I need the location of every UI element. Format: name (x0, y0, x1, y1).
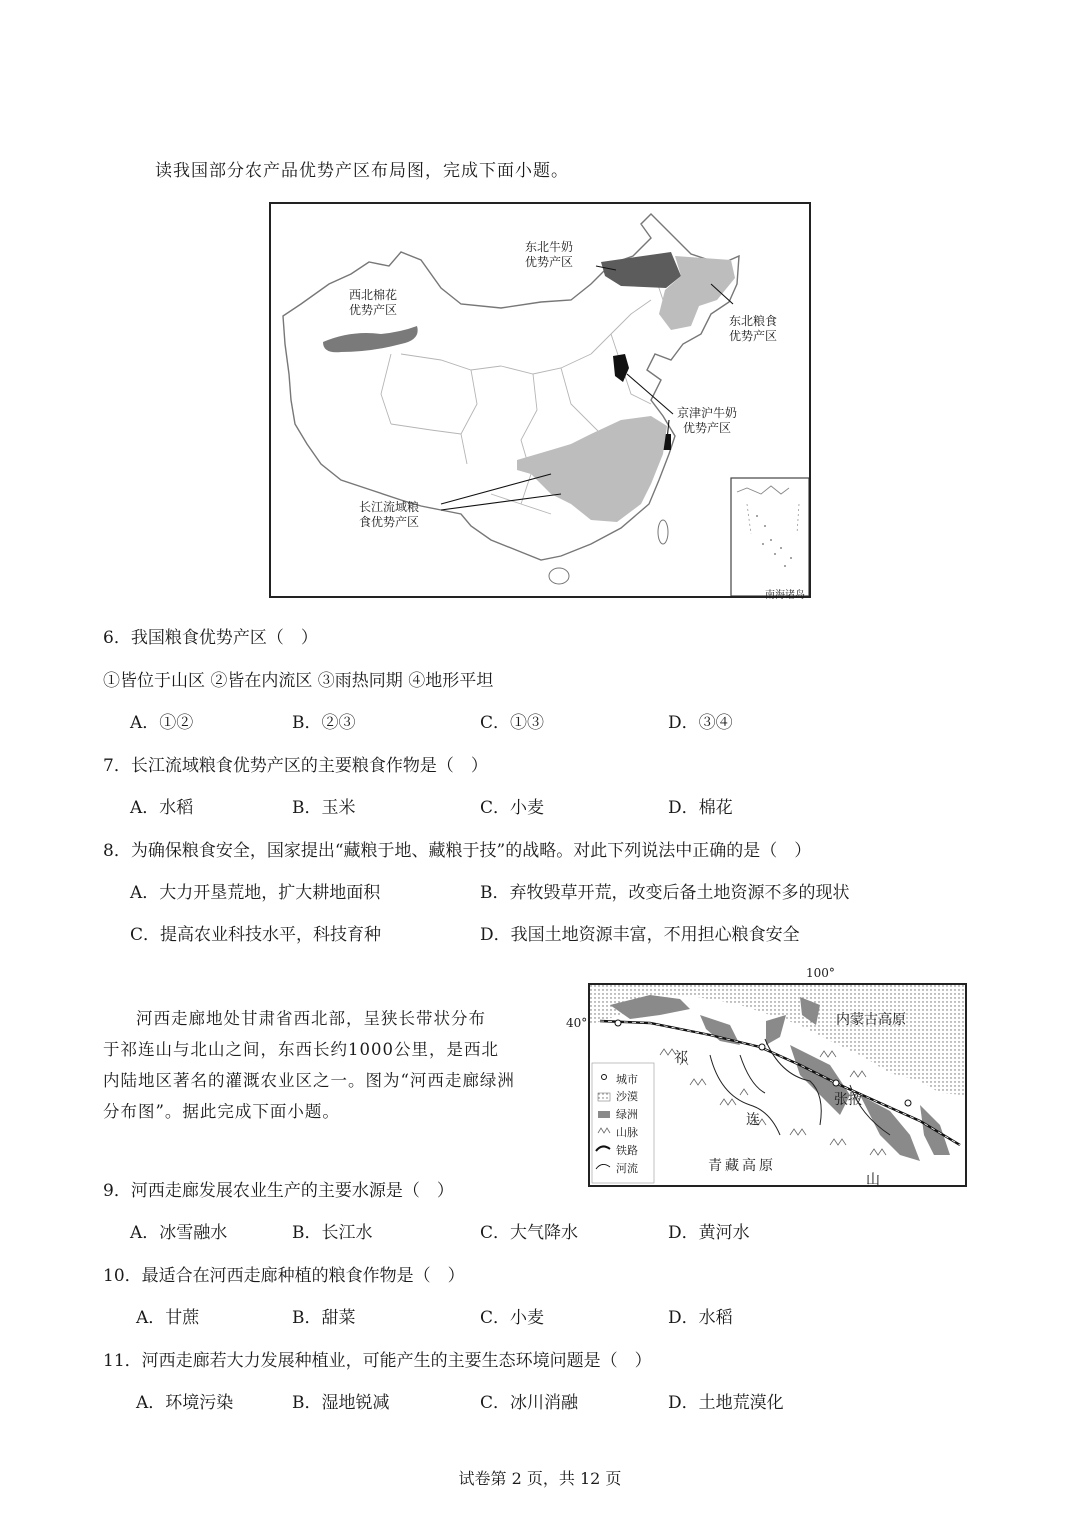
map2-longitude: 100° (806, 966, 835, 980)
q11-option-a[interactable]: A．环境污染 (136, 1393, 234, 1413)
question-8-stem: 8．为确保粮食安全，国家提出“藏粮于地、藏粮于技”的战略。对此下列说法中正确的是（ ） (103, 841, 812, 861)
q8-option-b[interactable]: B．弃牧毁草开荒，改变后备土地资源不多的现状 (480, 883, 850, 903)
q9-option-a[interactable]: A．冰雪融水 (130, 1223, 228, 1243)
hainan-island (549, 568, 569, 584)
label-jjh-milk: 京津沪牛奶 优势产区 (677, 406, 738, 435)
q9-option-b[interactable]: B．长江水 (292, 1223, 373, 1243)
legend-oasis: 绿洲 (616, 1108, 638, 1121)
page-footer: 试卷第 2 页，共 12 页 (458, 1469, 622, 1488)
label-yangtze-grain: 长江流域粮 食优势产区 (359, 500, 420, 529)
q6-option-a[interactable]: A．①② (130, 713, 194, 733)
q8-option-a[interactable]: A．大力开垦荒地，扩大耕地面积 (130, 883, 381, 903)
china-agriculture-map (269, 202, 811, 601)
q10-option-d[interactable]: D．水稻 (668, 1308, 733, 1328)
label-inner-mongolia: 内蒙古高原 (836, 1012, 906, 1028)
q7-option-a[interactable]: A．水稻 (130, 798, 194, 818)
south-sea-inset (731, 478, 809, 596)
legend-railway: 铁路 (616, 1144, 638, 1157)
legend-city: 城市 (616, 1073, 638, 1086)
q9-option-c[interactable]: C．大气降水 (480, 1223, 579, 1243)
label-qinghai-tibet: 青藏高原 (708, 1158, 776, 1174)
hexi-corridor-map (588, 983, 967, 1187)
q7-option-c[interactable]: C．小麦 (480, 798, 545, 818)
q10-option-c[interactable]: C．小麦 (480, 1308, 545, 1328)
question-9-stem: 9．河西走廊发展农业生产的主要水源是（ ） (103, 1181, 454, 1201)
intro-text-1: 读我国部分农产品优势产区布局图，完成下面小题。 (155, 161, 569, 181)
label-northwest-cotton: 西北棉花 优势产区 (349, 288, 398, 317)
question-6-statements: ①皆位于山区 ②皆在内流区 ③雨热同期 ④地形平坦 (103, 671, 494, 691)
q7-option-d[interactable]: D．棉花 (668, 798, 733, 818)
q6-option-d[interactable]: D．③④ (668, 713, 733, 733)
question-6-stem: 6．我国粮食优势产区（ ） (103, 628, 318, 648)
q8-option-d[interactable]: D．我国土地资源丰富，不用担心粮食安全 (480, 925, 800, 945)
question-7-stem: 7．长江流域粮食优势产区的主要粮食作物是（ ） (103, 756, 488, 776)
map2-latitude: 40° (566, 1016, 588, 1030)
q9-option-d[interactable]: D．黄河水 (668, 1223, 750, 1243)
label-shan: 山 (866, 1172, 880, 1188)
q6-option-b[interactable]: B．②③ (292, 713, 356, 733)
q11-option-b[interactable]: B．湿地锐减 (292, 1393, 390, 1413)
label-northeast-milk: 东北牛奶 优势产区 (525, 240, 574, 269)
label-south-sea: 南海诸岛 (765, 590, 805, 601)
q10-option-b[interactable]: B．甜菜 (292, 1308, 356, 1328)
q10-option-a[interactable]: A．甘蔗 (136, 1308, 200, 1328)
label-zhangye: 张掖 (834, 1092, 862, 1108)
legend-mountain: 山脉 (616, 1126, 638, 1139)
q11-option-d[interactable]: D．土地荒漠化 (668, 1393, 784, 1413)
label-qi: 祁 (674, 1050, 688, 1066)
taiwan-island (658, 520, 668, 544)
label-lian: 连 (746, 1112, 760, 1128)
legend-desert: 沙漠 (616, 1090, 638, 1103)
label-northeast-grain: 东北粮食 优势产区 (729, 314, 778, 343)
legend-river: 河流 (616, 1162, 638, 1175)
q8-option-c[interactable]: C．提高农业科技水平，科技育种 (130, 925, 382, 945)
q6-option-c[interactable]: C．①③ (480, 713, 545, 733)
hexi-map-svg (590, 985, 965, 1185)
q7-option-b[interactable]: B．玉米 (292, 798, 356, 818)
intro-text-2: 河西走廊地处甘肃省西北部，呈狭长带状分布 于祁连山与北山之间，东西长约1000公里，是西北 内陆地区著名的灌溉农业区之一。图为“河西走廊绿洲 分布图”。据此完成下面小题。 (103, 1009, 515, 1121)
q11-option-c[interactable]: C．冰川消融 (480, 1393, 579, 1413)
question-11-stem: 11．河西走廊若大力发展种植业，可能产生的主要生态环境问题是（ ） (103, 1351, 652, 1371)
question-10-stem: 10．最适合在河西走廊种植的粮食作物是（ ） (103, 1266, 465, 1286)
